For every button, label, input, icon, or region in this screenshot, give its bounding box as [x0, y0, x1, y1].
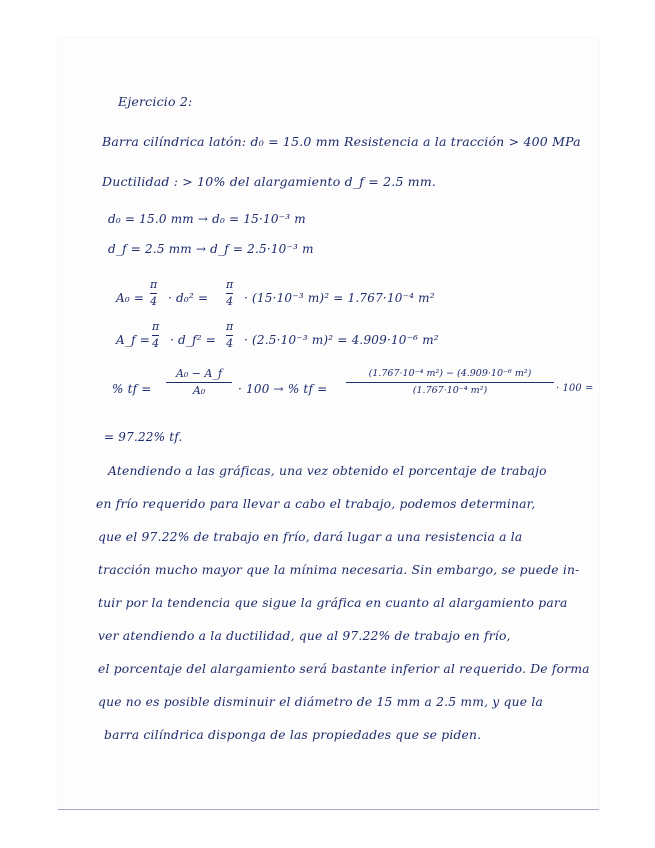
paragraph-line: que el 97.22% de trabajo en frío, dará lugar a una resistencia a la [98, 530, 523, 544]
af-frac-2-num: π [226, 320, 234, 333]
af-frac-1-num: π [152, 320, 160, 333]
handwritten-page [58, 38, 599, 810]
paragraph-line: tuir por la tendencia que sigue la gráfica en cuanto al alargamiento para [98, 596, 568, 610]
given-line-2: Ductilidad : > 10% del alargamiento d_f = 2.5 mm. [102, 174, 437, 189]
paragraph-line: el porcentaje del alargamiento será bastante inferior al requerido. De forma [98, 662, 590, 676]
result-line: = 97.22% tf. [104, 430, 183, 444]
af-frac-2 [226, 320, 233, 351]
paragraph-line: tracción mucho mayor que la mínima necesaria. Sin embargo, se puede in- [98, 563, 580, 577]
paragraph-line: ver atendiendo a la ductilidad, que al 97.22% de trabajo en frío, [98, 629, 511, 643]
pct-frac-1-num: A₀ − A_f [175, 367, 223, 380]
a0-mid: · d₀² = [168, 291, 209, 305]
a0-frac-1-num: π [150, 278, 158, 291]
given-line-1: Barra cilíndrica latón: d₀ = 15.0 mm Resistencia a la tracción > 400 MPa [102, 134, 581, 149]
paragraph-line: barra cilíndrica disponga de las propiedades que se piden. [104, 728, 482, 742]
pct-rhs: · 100 = [556, 383, 594, 394]
pct-frac-2-den: (1.767·10⁻⁴ m²) [412, 385, 488, 396]
a0-frac-2-den: 4 [226, 295, 234, 308]
af-rhs: · (2.5·10⁻³ m)² = 4.909·10⁻⁶ m² [244, 333, 439, 347]
a0-frac-1 [150, 278, 157, 309]
pct-frac-2-num: (1.767·10⁻⁴ m²) − (4.909·10⁻⁶ m²) [368, 368, 532, 379]
af-lhs: A_f = [116, 333, 150, 347]
pct-frac-1-den: A₀ [192, 384, 206, 397]
a0-frac-2-num: π [226, 278, 234, 291]
paragraph-line: Atendiendo a las gráficas, una vez obtenido el porcentaje de trabajo [108, 464, 547, 478]
exercise-title: Ejercicio 2: [118, 94, 193, 109]
pct-lhs: % tf = [112, 382, 152, 396]
pct-frac-1 [166, 367, 232, 398]
af-frac-1 [152, 320, 159, 351]
paragraph-line: que no es posible disminuir el diámetro de 15 mm a 2.5 mm, y que la [98, 695, 543, 709]
a0-lhs: A₀ = [116, 291, 145, 305]
d0-conversion: d₀ = 15.0 mm → d₀ = 15·10⁻³ m [108, 212, 306, 226]
af-mid: · d_f² = [170, 333, 217, 347]
df-conversion: d_f = 2.5 mm → d_f = 2.5·10⁻³ m [108, 242, 314, 256]
a0-rhs: · (15·10⁻³ m)² = 1.767·10⁻⁴ m² [244, 291, 435, 305]
pct-frac-2 [346, 367, 554, 398]
pct-mid: · 100 → % tf = [238, 382, 328, 396]
af-frac-1-den: 4 [152, 337, 160, 350]
paragraph-line: en frío requerido para llevar a cabo el trabajo, podemos determinar, [96, 497, 536, 511]
a0-frac-1-den: 4 [150, 295, 158, 308]
af-frac-2-den: 4 [226, 337, 234, 350]
a0-frac-2 [226, 278, 233, 309]
